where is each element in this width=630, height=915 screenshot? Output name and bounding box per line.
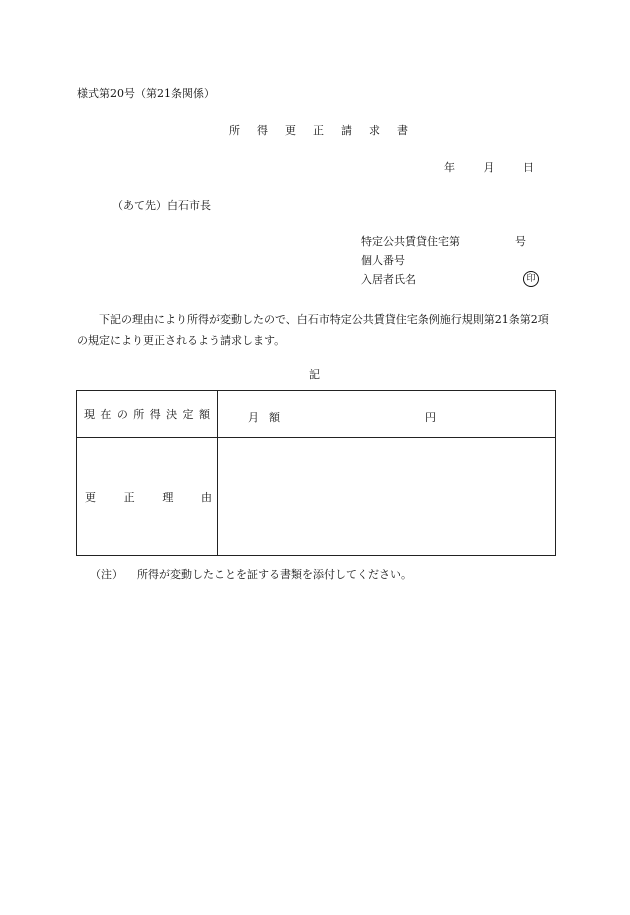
date-month: 月 [483, 161, 495, 174]
label-char: 在 [100, 408, 112, 421]
income-table [76, 390, 556, 556]
ki-heading: 記 [309, 368, 320, 381]
date-line [444, 162, 534, 173]
label-char: 現 [84, 408, 95, 421]
date-year: 年 [444, 161, 455, 174]
note-prefix: （注） [90, 568, 123, 581]
label-char: 得 [149, 408, 161, 421]
housing-label: 特定公共賃貸住宅第 [361, 235, 460, 248]
form-number: 様式第20号（第21条関係） [77, 87, 215, 100]
date-day: 日 [523, 161, 534, 174]
housing-suffix: 号 [515, 235, 526, 248]
label-char: 決 [166, 408, 178, 421]
label-char: 額 [198, 408, 210, 421]
label-char: 理 [162, 490, 174, 504]
table-row [77, 438, 556, 556]
label-char: 由 [200, 490, 212, 504]
label-char: 正 [123, 490, 135, 504]
note-text: 所得が変動したことを証する書類を添付してください。 [137, 568, 412, 581]
label-char: 定 [182, 408, 194, 421]
correction-reason-label [77, 438, 218, 556]
request-text: 下記の理由により所得が変動したので、白石市特定公共賃貸住宅条例施行規則第21条第2項の規定により更正されるよう請求します。 [77, 313, 549, 347]
monthly-amount-cell [218, 391, 556, 438]
personal-number-label: 個人番号 [361, 254, 405, 267]
table-row [77, 391, 556, 438]
label-char: の [116, 408, 128, 421]
housing-line [361, 236, 541, 255]
document-title: 所得更正請求書 [229, 124, 425, 137]
resident-name-line [361, 274, 541, 293]
applicant-block [361, 236, 541, 293]
monthly-label: 月額 [248, 411, 290, 424]
resident-name-label: 入居者氏名 [361, 273, 416, 286]
current-income-label [77, 391, 218, 438]
addressee: （あて先）白石市長 [112, 199, 211, 212]
yen-unit: 円 [425, 411, 436, 424]
correction-reason-cell [218, 438, 556, 556]
label-char: 更 [85, 490, 96, 504]
seal-mark: 印 [523, 271, 539, 287]
label-char: 所 [133, 408, 145, 421]
personal-number-line [361, 255, 541, 274]
note [90, 569, 412, 580]
